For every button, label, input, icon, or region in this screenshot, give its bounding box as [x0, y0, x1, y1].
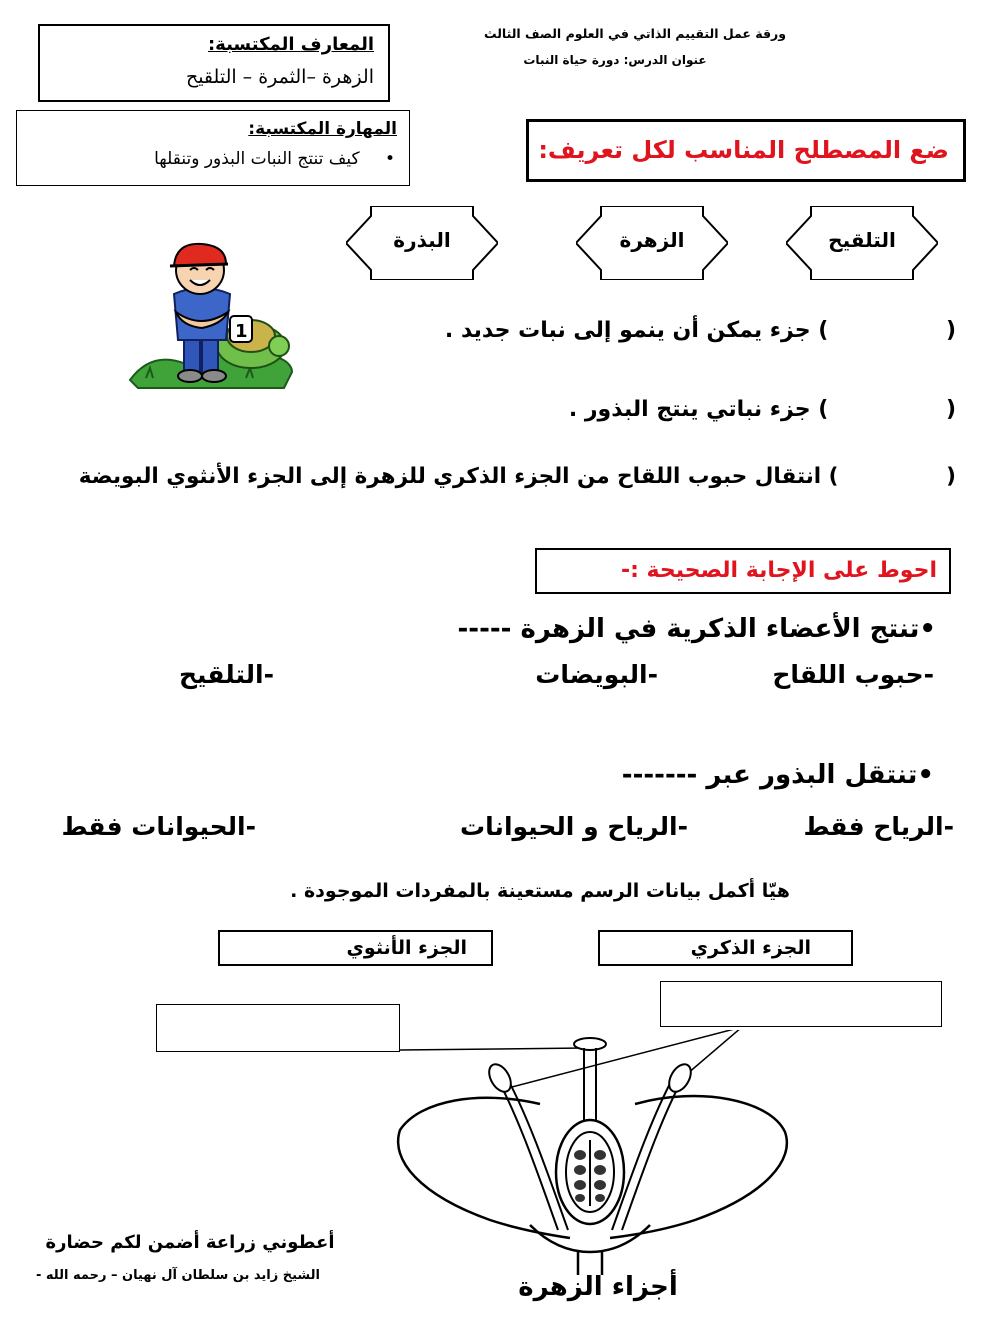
- paren-open: (: [945, 397, 956, 422]
- mcq1-stem: •تنتج الأعضاء الذكرية في الزهرة -----: [457, 614, 936, 644]
- diagram-instruction: هيّا أكمل بيانات الرسم مستعينة بالمفردات الموجودة .: [290, 880, 790, 902]
- mcq2-option-animals-only[interactable]: -الحيوانات فقط: [61, 812, 256, 841]
- section2-title-box: [535, 548, 951, 594]
- term-badge-flower: [576, 206, 728, 280]
- turtle-badge-number: 1: [235, 321, 248, 342]
- word-bank-female[interactable]: [218, 930, 493, 966]
- section2-title: احوط على الإجابة الصحيحة :-: [620, 558, 937, 583]
- word-bank-male-label: الجزء الذكري: [690, 937, 811, 959]
- skill-content-row: [154, 149, 395, 169]
- question-row: [445, 318, 956, 343]
- paren-close: ): [818, 397, 829, 422]
- answer-box-left[interactable]: [156, 1004, 400, 1052]
- quote-author: الشيخ زايد بن سلطان آل نهيان – رحمه الله -: [36, 1268, 320, 1283]
- answer-box-right[interactable]: [660, 981, 942, 1027]
- lesson-title: عنوان الدرس: دورة حياة النبات: [523, 53, 707, 67]
- term-seed: البذرة: [393, 228, 451, 252]
- term-badge-seed: [346, 206, 498, 280]
- knowledge-content: الزهرة –الثمرة – التلقيح: [185, 66, 374, 88]
- mcq2-option-wind-animals[interactable]: -الرياح و الحيوانات: [460, 812, 688, 841]
- skill-content: كيف تنتج النبات البذور وتنقلها: [154, 149, 360, 169]
- quote-text: أعطوني زراعة أضمن لكم حضارة: [45, 1232, 335, 1253]
- skill-heading: المهارة المكتسبة:: [248, 119, 397, 139]
- mcq2-stem: •تنتقل البذور عبر -------: [621, 760, 934, 790]
- flower-diagram: [380, 1030, 800, 1275]
- question-text: انتقال حبوب اللقاح من الجزء الذكري للزهرة إلى الجزء الأنثوي البويضة: [78, 464, 822, 489]
- paren-open: (: [946, 464, 956, 489]
- mcq1-option-pollen[interactable]: -حبوب اللقاح: [772, 660, 934, 689]
- term-flower: الزهرة: [619, 228, 685, 252]
- mcq1-option-pollination[interactable]: -التلقيح: [179, 660, 274, 689]
- mcq1-option-ovules[interactable]: -البويضات: [535, 660, 658, 689]
- question-row: [79, 464, 956, 489]
- word-bank-male[interactable]: [598, 930, 853, 966]
- boy-turtle-illustration: [126, 238, 296, 390]
- term-pollination: التلقيح: [828, 228, 896, 252]
- diagram-caption: أجزاء الزهرة: [518, 1272, 678, 1302]
- paren-open: (: [945, 318, 956, 343]
- bullet-icon: •: [384, 149, 395, 169]
- knowledge-box: [38, 24, 390, 102]
- term-badge-pollination: [786, 206, 938, 280]
- question-text: جزء نباتي ينتج البذور .: [568, 397, 811, 422]
- question-text: جزء يمكن أن ينمو إلى نبات جديد .: [444, 318, 811, 343]
- knowledge-heading: المعارف المكتسبة:: [207, 34, 374, 55]
- word-bank-female-label: الجزء الأنثوي: [346, 937, 467, 959]
- paren-close: ): [818, 318, 829, 343]
- mcq2-option-wind-only[interactable]: -الرياح فقط: [803, 812, 954, 841]
- paren-close: ): [828, 464, 839, 489]
- section1-title-box: [526, 119, 966, 182]
- worksheet-title: ورقة عمل التقييم الذاتي في العلوم الصف الثالث: [483, 26, 787, 41]
- skill-box: [16, 110, 410, 186]
- section1-title: ضع المصطلح المناسب لكل تعريف:: [538, 136, 949, 164]
- question-row: [569, 397, 956, 422]
